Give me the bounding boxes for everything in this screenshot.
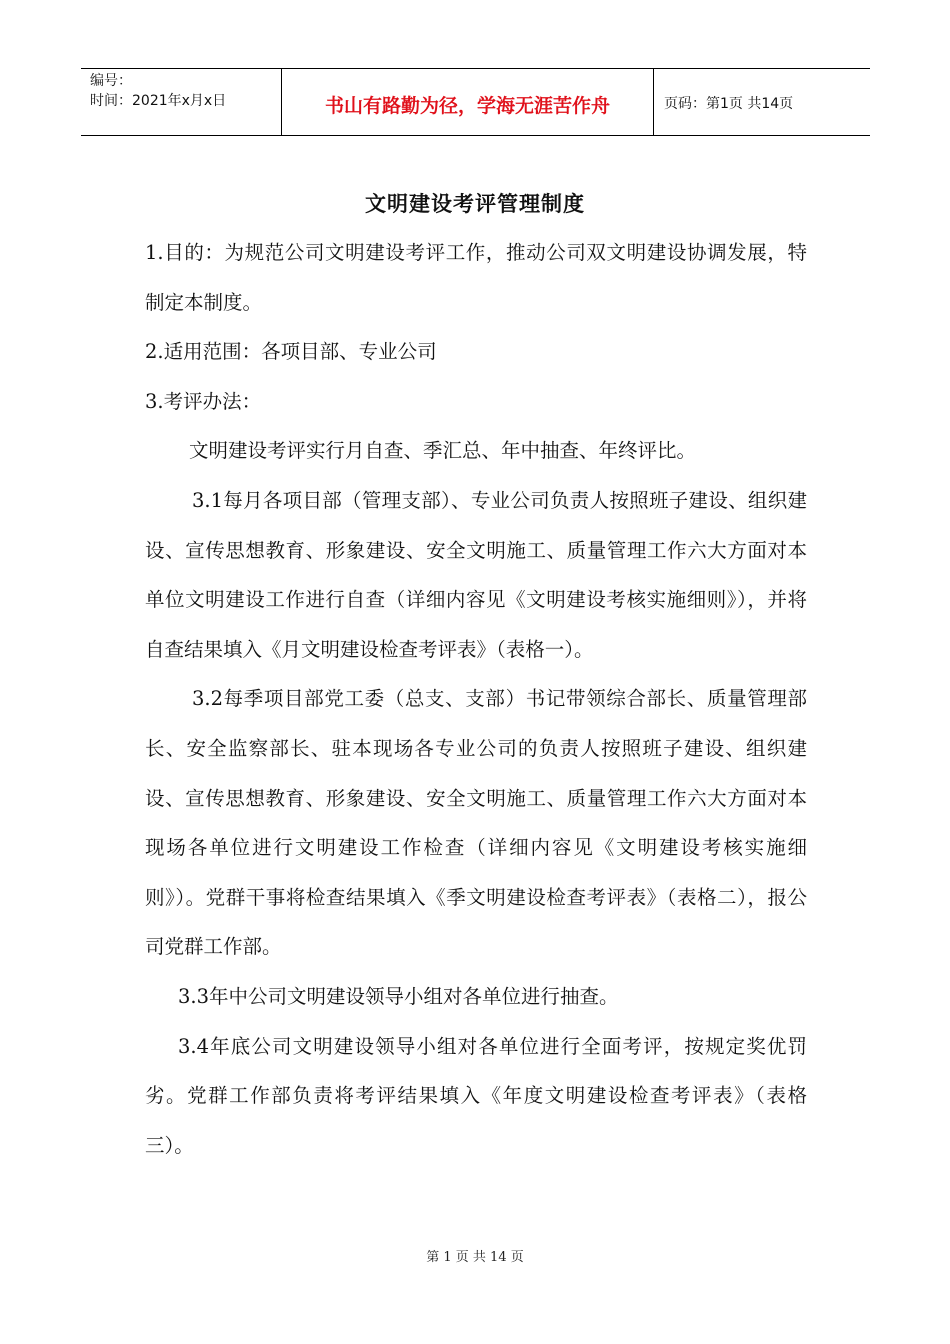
paragraph-3-1: 3.1每月各项目部（管理支部）、专业公司负责人按照班子建设、组织建设、宣传思想教育、形象建设、安全文明施工、质量管理工作六大方面对本单位文明建设工作进行自查（详细内容见《文明建设考核实施细则》），并将自查结果填入《月文明建设检查考评表》（表格一）。: [145, 488, 807, 661]
header-motto: 书山有路勤为径，学海无涯苦作舟: [282, 69, 654, 135]
paragraph-purpose: 1.目的：为规范公司文明建设考评工作，推动公司双文明建设协调发展，特制定本制度。: [145, 241, 807, 314]
page-footer: 第 1 页 共 14 页: [426, 1250, 524, 1265]
document-title: 文明建设考评管理制度: [365, 192, 585, 216]
document-body: [145, 228, 807, 1170]
number-label: 编号：: [90, 73, 132, 89]
page-header: [81, 68, 870, 136]
header-page-info: 页码：第1页 共14页: [664, 96, 794, 112]
header-meta: [81, 69, 282, 135]
paragraph-scope: 2.适用范围：各项目部、专业公司: [145, 340, 437, 364]
paragraph-3-3: 3.3年中公司文明建设领导小组对各单位进行抽查。: [178, 984, 619, 1008]
paragraph-3-2: 3.2每季项目部党工委（总支、支部）书记带领综合部长、质量管理部长、安全监察部长、驻本现场各专业公司的负责人按照班子建设、组织建设、宣传思想教育、形象建设、安全文明施工、质量管理工作六大方面对本现场各单位进行文明建设工作检查（详细内容见《文明建设考核实施细则》）。党群干事将检查结果填入《季文明建设检查考评表》（表格二），报公司党群工作部。: [145, 687, 807, 959]
paragraph-method-summary: 文明建设考评实行月自查、季汇总、年中抽查、年终评比。: [189, 439, 697, 463]
time-label: 时间：2021年x月x日: [90, 93, 227, 109]
paragraph-3-4: 3.4年底公司文明建设领导小组对各单位进行全面考评，按规定奖优罚劣。党群工作部负责将考评结果填入《年度文明建设检查考评表》（表格三）。: [145, 1034, 807, 1157]
paragraph-method-heading: 3.考评办法：: [145, 389, 262, 413]
